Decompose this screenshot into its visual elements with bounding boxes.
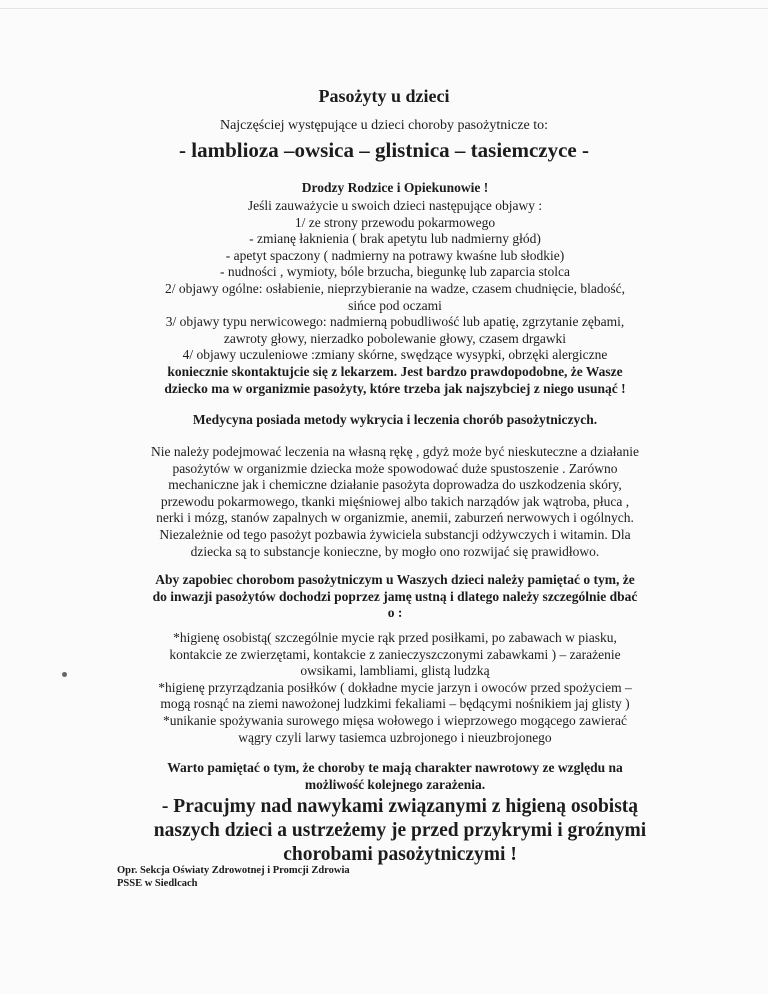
prevention-line: kontakcie ze zwierzętami, kontakcie z zanieczyszczonymi zabawkami ) – zarażenie bbox=[169, 646, 621, 662]
prevention-intro bbox=[100, 572, 690, 622]
page-title: Pasożyty u dzieci bbox=[318, 86, 450, 106]
prevention-line: owsikami, lambliami, glistą ludzką bbox=[300, 663, 490, 679]
closing-line: - Pracujmy nad nawykami związanymi z higieną osobistą bbox=[161, 796, 639, 817]
medicine-statement: Medycyna posiada metody wykrycia i leczenia chorób pasożytniczych. bbox=[192, 412, 598, 427]
symptoms-line: 1/ ze strony przewodu pokarmowego bbox=[294, 214, 496, 230]
closing-appeal bbox=[120, 795, 680, 867]
intro-text: Najczęściej występujące u dzieci choroby pasożytnicze to: bbox=[219, 118, 549, 133]
treatment-line: mechaniczne jak i chemiczne działanie pasożyta doprowadza do uszkodzenia skóry, bbox=[168, 477, 622, 493]
prevention-intro-line: Aby zapobiec chorobom pasożytniczym u Waszych dzieci należy pamiętać o tym, że bbox=[155, 572, 635, 587]
symptoms-line: 4/ objawy uczuleniowe :zmiany skórne, swędzące wysypki, obrzęki alergiczne bbox=[182, 347, 608, 363]
symptoms-line: - apetyt spaczony ( nadmierny na potrawy kwaśne lub słodkie) bbox=[225, 247, 565, 263]
author-footer bbox=[117, 864, 350, 890]
symptoms-line: - nudności , wymioty, bóle brzucha, biegunkę lub zaparcia stolca bbox=[219, 264, 570, 280]
warning-line: dziecko ma w organizmie pasożyty, które trzeba jak najszybciej z niego usunąć ! bbox=[164, 380, 626, 396]
scan-speck bbox=[62, 672, 67, 677]
recurrence-note bbox=[100, 760, 690, 793]
footer-line: Opr. Sekcja Oświaty Zdrowotnej i Promcji Zdrowia bbox=[117, 865, 350, 876]
prevention-intro-line: o : bbox=[387, 605, 403, 621]
greeting: Drodzy Rodzice i Opiekunowie ! bbox=[301, 180, 489, 195]
footer-line: PSSE w Siedlcach bbox=[117, 878, 198, 889]
treatment-line: dziecka są to substancje konieczne, by mogło ono rozwijać się prawidłowo. bbox=[190, 543, 600, 559]
treatment-line: przewodu pokarmowego, tkanki mięśniowej albo takich narządów jak wątroba, płuca , bbox=[160, 493, 630, 509]
prevention-line: *higienę przyrządzania posiłków ( dokładne mycie jarzyn i owoców przed spożyciem – bbox=[158, 679, 632, 695]
closing-line: naszych dzieci a ustrzeżemy je przed przykrymi i groźnymi bbox=[153, 820, 647, 841]
treatment-section bbox=[100, 444, 690, 560]
treatment-line: Niezależnie od tego pasożyt pozbawia żywiciela substancji odżywczych i witamin. Dla bbox=[159, 526, 631, 542]
symptoms-line: 3/ objawy typu nerwicowego: nadmierną pobudliwość lub apatię, zgrzytanie zębami, bbox=[165, 314, 625, 330]
treatment-line: pasożytów w organizmie dziecka może spowodować duże spustoszenie . Zarówno bbox=[172, 460, 618, 476]
treatment-line: Nie należy podejmować leczenia na własną rękę , gdyż może być nieskuteczne a działanie bbox=[150, 444, 639, 459]
symptoms-line: 2/ objawy ogólne: osłabienie, nieprzybieranie na wadze, czasem chudnięcie, bladość, bbox=[165, 280, 625, 296]
warning-section bbox=[100, 364, 690, 397]
symptoms-section bbox=[100, 198, 690, 364]
warning-line: koniecznie skontaktujcie się z lekarzem. Jest bardzo prawdopodobne, że Wasze bbox=[167, 364, 623, 379]
prevention-intro-line: do inwazji pasożytów dochodzi poprzez jamę ustną i dlatego należy szczególnie dbać bbox=[152, 588, 638, 604]
diseases-list: - lamblioza –owsica – glistnica – tasiemczyce - bbox=[179, 138, 589, 162]
symptoms-line: sińce pod oczami bbox=[348, 297, 442, 313]
prevention-line: mogą rosnąć na ziemi nawożonej ludzkimi fekaliami – będącymi nośnikiem jaj glisty ) bbox=[160, 696, 630, 712]
prevention-line: wągry czyli larwy tasiemca uzbrojonego i nieuzbrojonego bbox=[238, 729, 552, 745]
scan-edge-line bbox=[0, 8, 768, 9]
prevention-section bbox=[100, 630, 690, 746]
treatment-line: nerki i mózg, stanów zapalnych w organizmie, anemii, zaburzeń nerwowych i ogólnych. bbox=[156, 510, 634, 526]
prevention-line: *higienę osobistą( szczególnie mycie rąk przed posiłkami, po zabawach w piasku, bbox=[173, 630, 617, 645]
symptoms-line: Jeśli zauważycie u swoich dzieci następujące objawy : bbox=[247, 198, 543, 213]
recurrence-line: możliwość kolejnego zarażenia. bbox=[304, 776, 486, 792]
symptoms-line: zawroty głowy, nierzadko pobolewanie głowy, czasem drgawki bbox=[223, 330, 567, 346]
closing-line: chorobami pasożytniczymi ! bbox=[283, 844, 517, 865]
prevention-line: *unikanie spożywania surowego mięsa wołowego i wieprzowego mogącego zawierać bbox=[162, 712, 628, 728]
symptoms-line: - zmianę łaknienia ( brak apetytu lub nadmierny głód) bbox=[249, 231, 541, 247]
recurrence-line: Warto pamiętać o tym, że choroby te mają charakter nawrotowy ze względu na bbox=[167, 760, 623, 775]
